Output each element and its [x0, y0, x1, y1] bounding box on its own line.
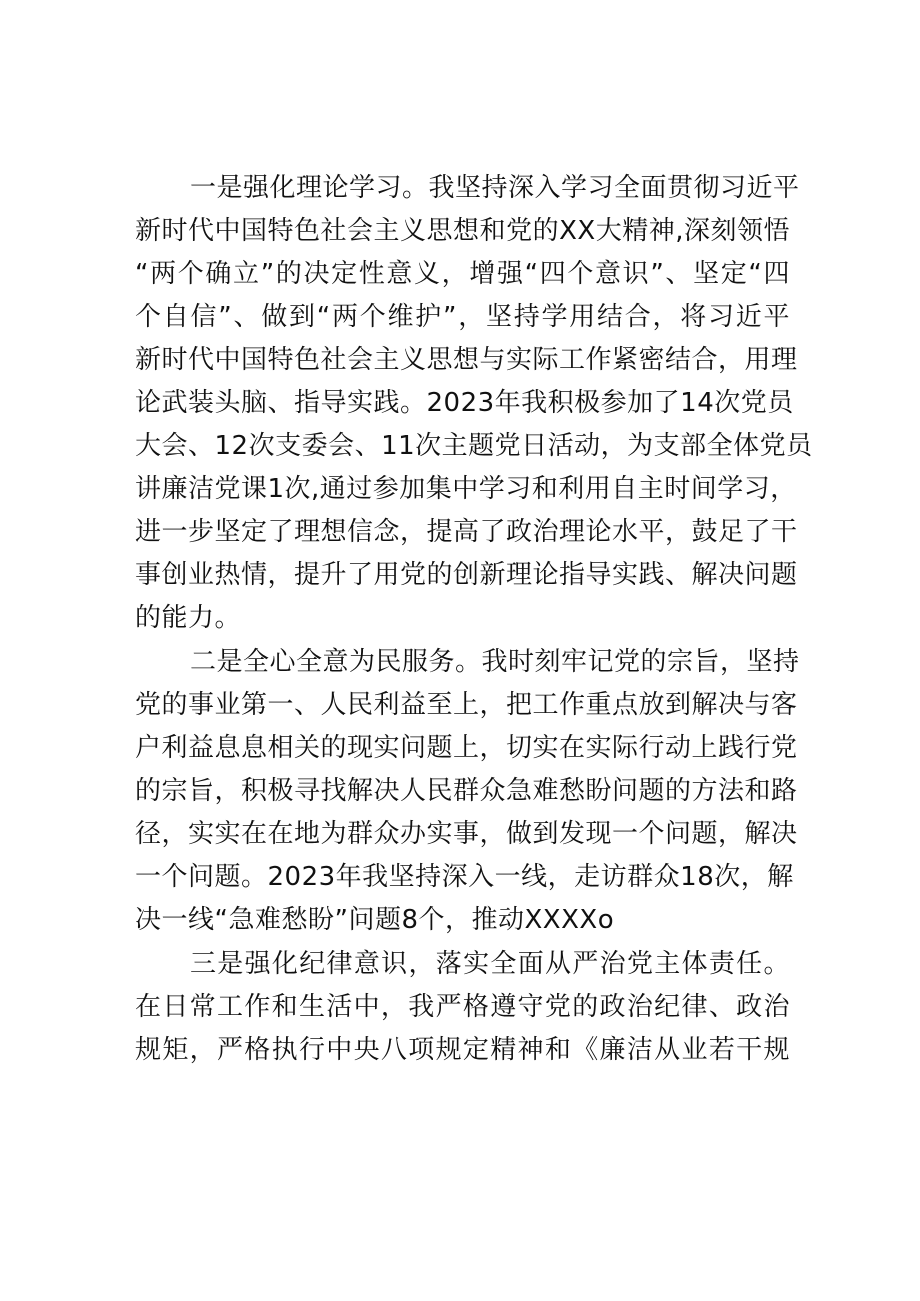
paragraph-2-line-7: 决一线“急难愁盼”问题8个，推动XXXXo	[135, 905, 615, 935]
paragraph-2-line-3: 户利益息息相关的现实问题上，切实在实际行动上践行党	[135, 733, 798, 763]
paragraph-2-line-4: 的宗旨，积极寻找解决人民群众急难愁盼问题的方法和路	[135, 776, 798, 806]
paragraph-1-line-10: 事创业热情，提升了用党的创新理论指导实践、解决问题	[135, 560, 798, 590]
paragraph-1-line-4: 个自信”、做到“两个维护”，坚持学用结合，将习近平	[135, 302, 790, 332]
paragraph-1-line-2: 新时代中国特色社会主义思想和党的XX大精神,深刻领悟	[135, 216, 790, 246]
paragraph-2-line-1: 二是全心全意为民服务。我时刻牢记党的宗旨，坚持	[190, 647, 800, 677]
paragraph-1-line-5: 新时代中国特色社会主义思想与实际工作紧密结合，用理	[135, 345, 798, 375]
paragraph-1-line-7: 大会、12次支委会、11次主题党日活动，为支部全体党员	[135, 431, 813, 461]
paragraph-2-line-5: 径，实实在在地为群众办实事，做到发现一个问题，解决	[135, 819, 798, 849]
paragraph-2-line-2: 党的事业第一、人民利益至上，把工作重点放到解决与客	[135, 690, 798, 720]
paragraph-1-line-9: 进一步坚定了理想信念，提高了政治理论水平，鼓足了干	[135, 517, 798, 547]
paragraph-1-line-11: 的能力。	[135, 603, 242, 633]
paragraph-3-line-1: 三是强化纪律意识，落实全面从严治党主体责任。	[190, 949, 790, 979]
paragraph-1-line-3: “两个确立”的决定性意义，增强“四个意识”、坚定“四	[135, 259, 790, 289]
paragraph-3-line-2: 在日常工作和生活中，我严格遵守党的政治纪律、政治	[135, 992, 790, 1022]
paragraph-1-line-6: 论武装头脑、指导实践。2023年我积极参加了14次党员	[135, 388, 794, 418]
paragraph-1-line-8: 讲廉洁党课1次,通过参加集中学习和利用自主时间学习，	[135, 474, 797, 504]
paragraph-3-line-3: 规矩，严格执行中央八项规定精神和《廉洁从业若干规	[135, 1035, 790, 1065]
paragraph-2-line-6: 一个问题。2023年我坚持深入一线，走访群众18次，解	[135, 862, 794, 892]
paragraph-1-line-1: 一是强化理论学习。我坚持深入学习全面贯彻习近平	[190, 173, 800, 203]
